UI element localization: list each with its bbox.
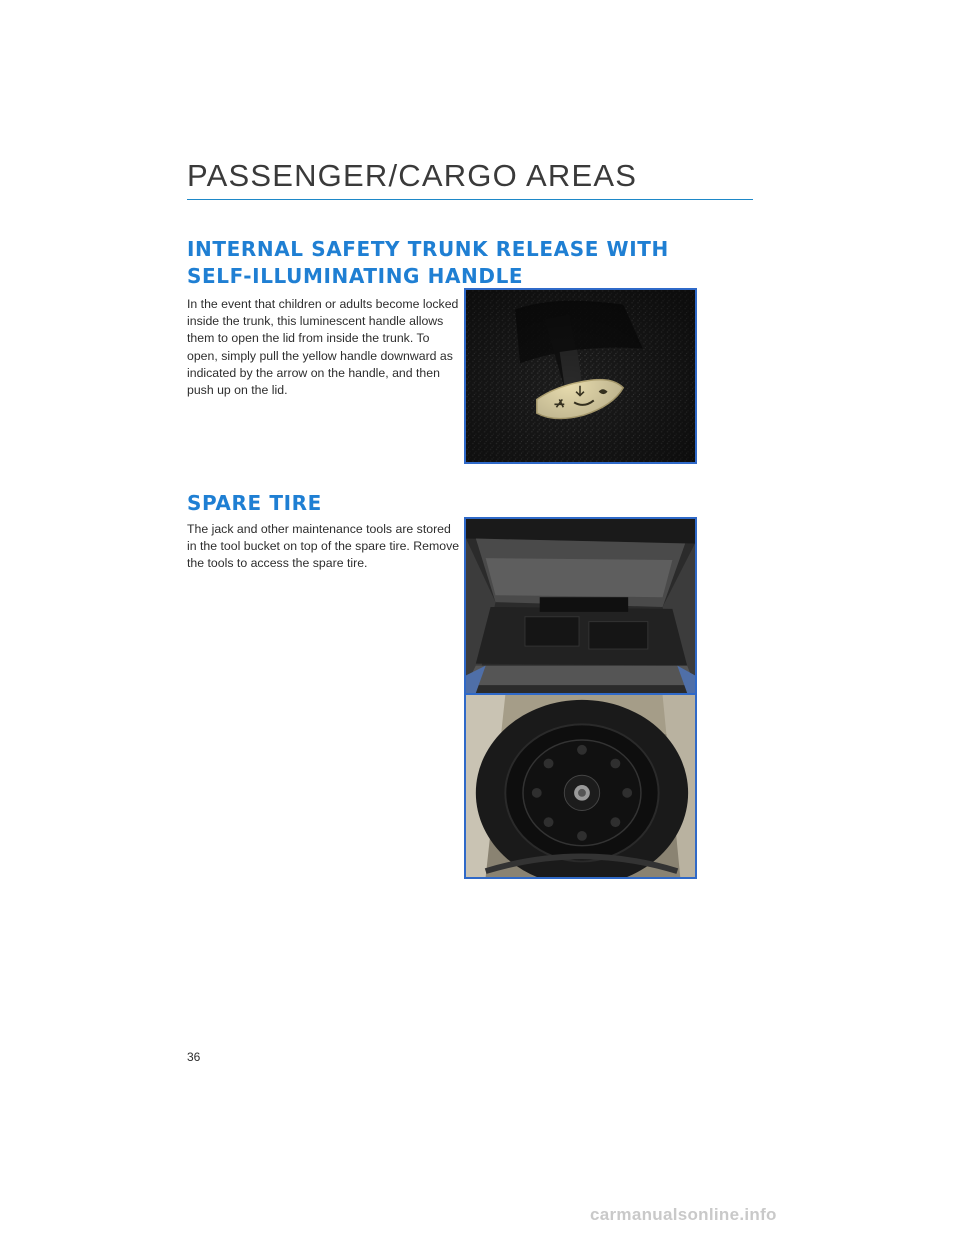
section-title-spare-tire: SPARE TIRE [187,491,322,515]
page-number: 36 [187,1050,201,1064]
trunk-release-body: In the event that children or adults become locked inside the trunk, this luminescent handle allows them to open the lid from inside the trunk. To open, simply pull the yellow handle downward as indicated by the arrow on the handle, and then push up on the lid. [187,297,459,398]
header-divider [187,199,753,200]
spare-tire-body: The jack and other maintenance tools are stored in the tool bucket on top of the spare tire. Remove the tools to access the spare tire. [187,522,460,571]
trunk-release-handle-photo [464,288,697,464]
page-header-title: PASSENGER/CARGO AREAS [187,158,638,193]
section-title-line-2: SELF-ILLUMINATING HANDLE [187,264,524,288]
section-title-trunk-release [187,236,669,290]
section-title-line-1: INTERNAL SAFETY TRUNK RELEASE WITH [187,237,669,261]
watermark: carmanualsonline.info [590,1205,777,1224]
spare-tire-photo [464,693,697,879]
trunk-tool-tray-photo [464,517,697,695]
